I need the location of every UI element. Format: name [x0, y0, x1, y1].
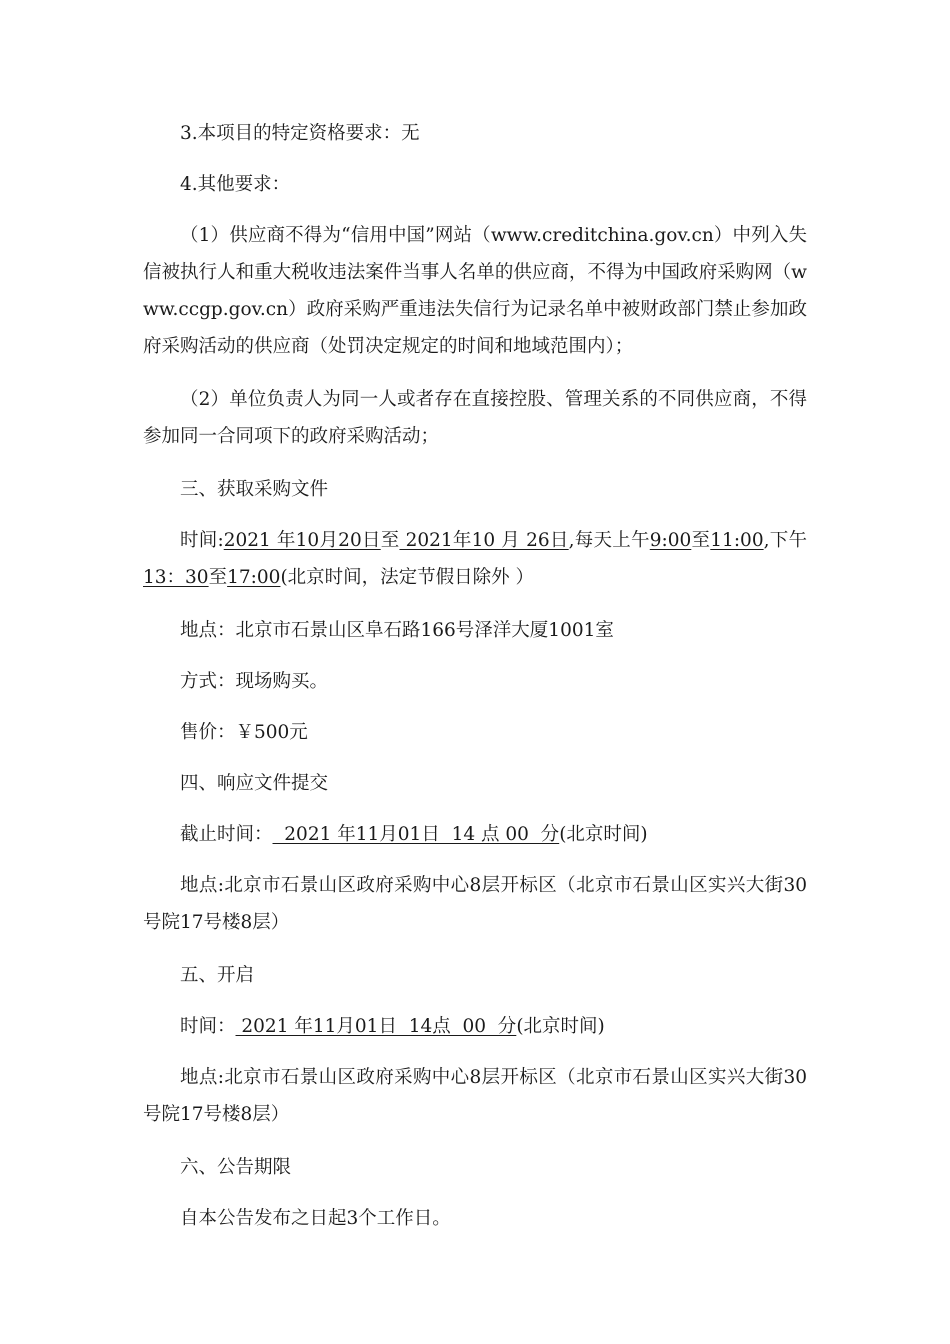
obtain-price: 售价：￥500元: [180, 722, 308, 743]
submit-deadline-value: 2021 年11月01日 14 点 00 分: [272, 824, 560, 845]
requirement-4-1: （1）供应商不得为“信用中国”网站（www.creditchina.gov.cn）中列入失信被执行人和重大税收违法案件当事人名单的供应商，不得为中国政府采购网（www.ccgp.gov.cn）政府采购严重违法失信行为记录名单中被财政部门禁止参加政府采购活动的供应商（处罚决定规定的时间和地域范围内）；: [143, 225, 807, 357]
obtain-am-start: 9:00: [649, 530, 692, 551]
obtain-time: [143, 522, 807, 596]
opening-time-note: (北京时间): [516, 1016, 605, 1037]
submit-location: 地点:北京市石景山区政府采购中心8层开标区（北京市石景山区实兴大街30号院17号楼8层）: [143, 875, 807, 933]
section-3-title: 三、获取采购文件: [180, 479, 329, 500]
requirement-4-2: （2）单位负责人为同一人或者存在直接控股、管理关系的不同供应商，不得参加同一合同项下的政府采购活动；: [143, 389, 807, 447]
requirement-4: 4.其他要求：: [180, 174, 291, 195]
submit-deadline-note: (北京时间): [559, 824, 648, 845]
submit-deadline: [143, 816, 807, 853]
obtain-time-label: 时间:: [180, 530, 224, 551]
obtain-end-date: 2021年10 月 26日: [399, 530, 569, 551]
obtain-note: (北京时间，法定节假日除外 ）: [280, 567, 535, 588]
opening-time: [143, 1008, 807, 1045]
obtain-location: 地点：北京市石景山区阜石路166号泽洋大厦1001室: [180, 620, 614, 641]
opening-location: 地点:北京市石景山区政府采购中心8层开标区（北京市石景山区实兴大街30号院17号楼8层）: [143, 1067, 807, 1125]
submit-deadline-label: 截止时间：: [180, 824, 273, 845]
section-4-title: 四、响应文件提交: [180, 773, 329, 794]
obtain-to-2: 至: [691, 530, 711, 551]
obtain-to-3: 至: [208, 567, 228, 588]
obtain-pm-end: 17:00: [227, 567, 281, 588]
obtain-am-end: 11:00: [710, 530, 764, 551]
document-page: [143, 115, 807, 1251]
obtain-afternoon: ,下午: [763, 530, 807, 551]
opening-time-label: 时间：: [180, 1016, 236, 1037]
notice-period: 自本公告发布之日起3个工作日。: [180, 1208, 451, 1229]
obtain-start-date: 2021 年10月20日: [223, 530, 381, 551]
requirement-3: 3.本项目的特定资格要求：无: [180, 123, 420, 144]
section-5-title: 五、开启: [180, 965, 255, 986]
section-6-title: 六、公告期限: [180, 1157, 292, 1178]
obtain-daily: ,每天上午: [568, 530, 650, 551]
obtain-pm-start: 13：30: [143, 567, 209, 588]
obtain-to-1: 至: [380, 530, 400, 551]
opening-time-value: 2021 年11月01日 14点 00 分: [235, 1016, 517, 1037]
obtain-method: 方式：现场购买。: [180, 671, 329, 692]
